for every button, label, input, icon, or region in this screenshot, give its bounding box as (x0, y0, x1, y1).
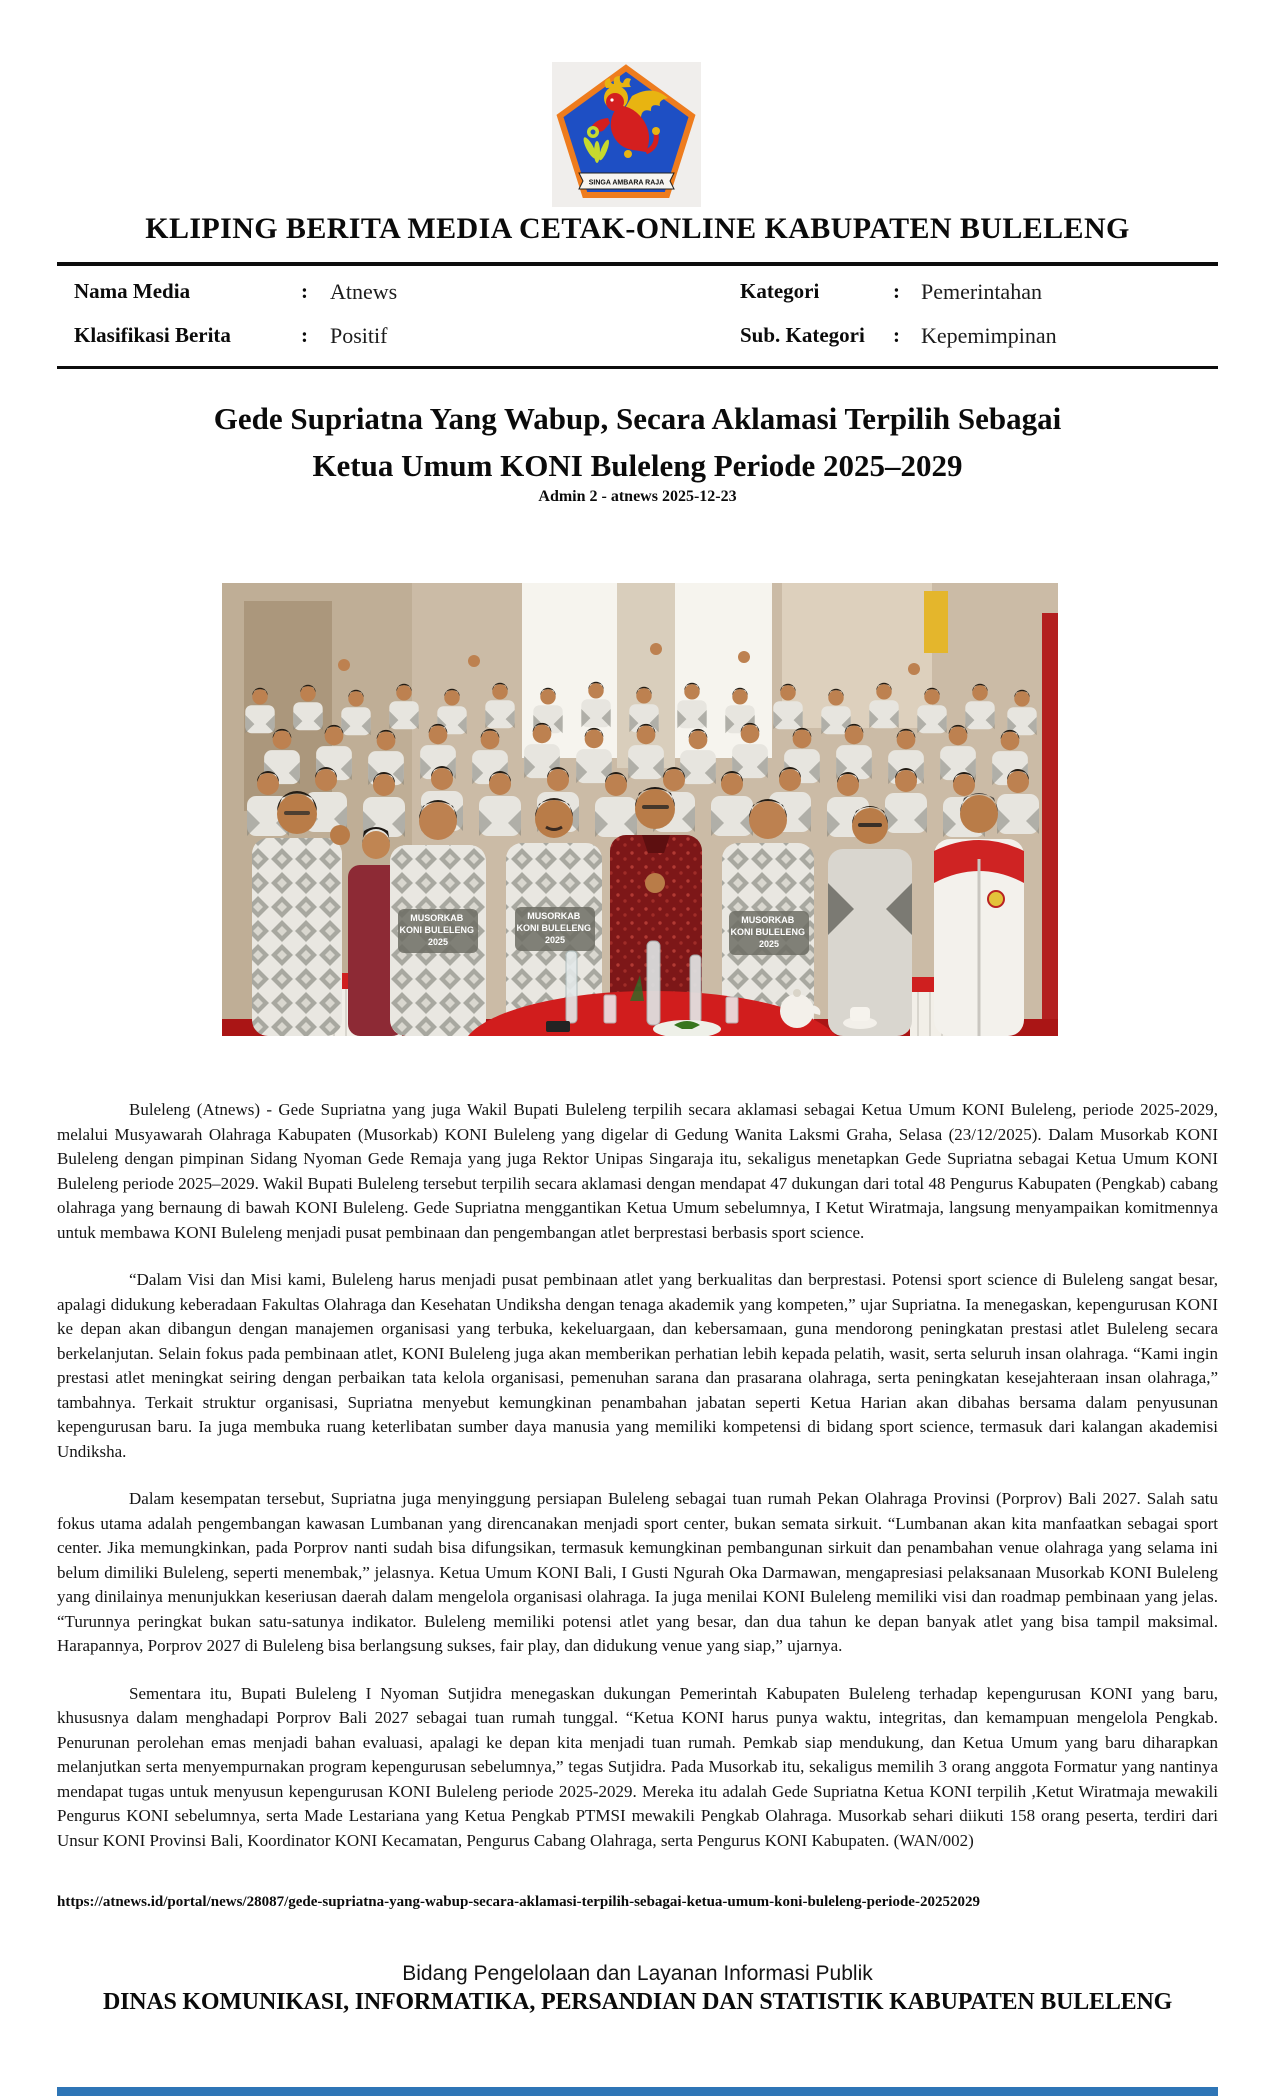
svg-text:MUSORKAB KONI BULE: MUSORKAB KONI BULELENG 2025 (730, 915, 805, 949)
article-byline: Admin 2 - atnews 2025-12-23 (538, 488, 737, 505)
meta-label-klasifikasi: Klasifikasi Berita (74, 323, 231, 347)
meta-row-2 (0, 323, 1275, 357)
article-body (57, 1098, 1218, 1876)
article-title-line2: Ketua Umum KONI Buleleng Periode 2025–2029 (312, 448, 963, 483)
document-title: KLIPING BERITA MEDIA CETAK-ONLINE KABUPATEN BULELENG (145, 212, 1130, 245)
article-paragraph: Buleleng (Atnews) - Gede Supriatna yang juga Wakil Bupati Buleleng terpilih secara aklamasi sebagai Ketua Umum KONI Buleleng, periode 2025-2029, melalui Musyawarah Olahraga Kabupaten (Musorkab) KONI Buleleng yang digelar di Gedung Wanita Laksmi Graha, Selasa (23/12/2025). Dalam Musorkab KONI Buleleng dengan pimpinan Sidang Nyoman Gede Remaja yang juga Rektor Unipas Singaraja itu, sekaligus menetapkan Gede Supriatna sebagai Ketua Umum KONI Buleleng periode 2025–2029. Wakil Bupati Buleleng tersebut terpilih secara aklamasi dengan mendapat 47 dukungan dari total 48 Pengurus Kabupaten (Pengkab) cabang olahraga yang bernaung di bawah KONI Buleleng. Gede Supriatna menggantikan Ketua Umum sebelumnya, I Ketut Wiratmaja, langsung menyampaikan komitmennya untuk membawa KONI Buleleng menjadi pusat pembinaan dan pengembangan atlet berprestasi berbasis sport science. (57, 1100, 1218, 1242)
singa-ambara-raja-emblem-icon (552, 62, 701, 207)
article-paragraph: Sementara itu, Bupati Buleleng I Nyoman Sutjidra menegaskan dukungan Pemerintah Kabupaten Buleleng terhadap kepengurusan KONI yang baru, khususnya dalam menghadapi Porprov Bali 2027 sebagai tuan rumah tunggal. “Ketua KONI harus punya waktu, integritas, dan kemampuan mengelola Pengkab. Penurunan perolehan emas menjadi bahan evaluasi, apalagi ke depan kita menjadi tuan rumah. Pemkab siap mendukung, dan Ketua Umum yang baru diharapkan melanjutkan serta menyempurnakan program kepengurusan sebelumnya,” tegas Sutjidra. Pada Musorkab itu, sekaligus memilih 3 orang anggota Formatur yang nantinya mendapat tugas untuk menyusun kepengurusan KONI Buleleng periode 2025-2029. Mereka itu adalah Gede Supriatna Ketua KONI terpilih ,Ketut Wiratmaja mewakili Pengurus KONI sebelumnya, serta Made Lestariana yang Ketua Pengkab PTMSI mewakili Pengkab Olahraga. Musorkab sehari diikuti 158 orang peserta, terdiri dari Unsur KONI Provinsi Bali, Koordinator KONI Kecamatan, Pengurus Cabang Olahraga, serta Pengurus KONI Kabupaten. (WAN/002) (57, 1683, 1218, 1850)
meta-colon: : (301, 323, 308, 347)
meta-divider (57, 366, 1218, 369)
meta-value-sub-kategori: Kepemimpinan (921, 323, 1057, 348)
header-divider (57, 262, 1218, 266)
meta-colon: : (893, 323, 900, 347)
buleleng-regency-logo (552, 62, 701, 207)
footer-agency-line: DINAS KOMUNIKASI, INFORMATIKA, PERSANDIAN DAN STATISTIK KABUPATEN BULELENG (102, 1989, 1173, 2015)
article-paragraph: Dalam kesempatan tersebut, Supriatna juga menyinggung persiapan Buleleng sebagai tuan rumah Pekan Olahraga Provinsi (Porprov) Bali 2027. Salah satu fokus utama adalah pengembangan kawasan Lumbanan yang direncanakan menjadi sport center, bukan semata sirkuit. “Lumbanan akan kita manfaatkan sebagai sport center. Jika memungkinkan, pada Porprov nanti sudah bisa difungsikan, termasuk kemungkinan pembangunan sirkuit dan penambahan venue olahraga yang selama ini belum dimiliki Buleleng, seperti menembak,” jelasnya. Ketua Umum KONI Bali, I Gusti Ngurah Oka Darmawan, mengapresiasi pelaksanaan Musorkab KONI Buleleng yang dinilainya menunjukkan keseriusan daerah dalam mengelola organisasi olahraga. Ia juga menilai KONI Buleleng memiliki visi dan roadmap pembinaan yang jelas. “Turunnya peringkat bukan satu-satunya indikator. Buleleng memiliki potensi atlet yang besar, dan dua tahun ke depan banyak atlet yang bisa tampil maksimal. Harapannya, Porprov 2027 di Buleleng bisa berlangsung sukses, fair play, dan didukung venue yang siap,” ujarnya. (57, 1489, 1218, 1655)
meta-label-sub-kategori: Sub. Kategori (740, 323, 865, 347)
meta-colon: : (301, 279, 308, 303)
shirt-text (729, 911, 809, 955)
meta-row-1 (0, 279, 1275, 313)
meta-value-klasifikasi: Positif (330, 323, 388, 348)
logo-banner-text: SINGA AMBARA RAJA (588, 179, 665, 187)
footer-division-line: Bidang Pengelolaan dan Layanan Informasi Publik (402, 1962, 873, 1985)
svg-text:MUSORKAB KONI BULE: MUSORKAB KONI BULELENG 2025 (399, 913, 474, 947)
shirt-text (515, 907, 595, 951)
article-title-line1: Gede Supriatna Yang Wabup, Secara Aklamasi Terpilih Sebagai (213, 401, 1062, 436)
meta-value-nama-media: Atnews (330, 279, 398, 304)
shirt-text (398, 909, 478, 953)
meta-label-kategori: Kategori (740, 279, 820, 303)
meta-label-nama-media: Nama Media (74, 279, 191, 303)
meta-colon: : (893, 279, 900, 303)
meta-value-kategori: Pemerintahan (921, 279, 1042, 304)
article-source-url: https://atnews.id/portal/news/28087/gede-supriatna-yang-wabup-secara-aklamasi-terpilih-sebagai-ketua-umum-koni-buleleng-periode-20252029 (57, 1894, 980, 1910)
musorkab-group-photo (222, 583, 1058, 1036)
svg-text:MUSORKAB KONI BULE: MUSORKAB KONI BULELENG 2025 (516, 911, 591, 945)
article-paragraph: “Dalam Visi dan Misi kami, Buleleng harus menjadi pusat pembinaan atlet yang berkualitas dan berprestasi. Potensi sport science di Buleleng sangat besar, apalagi didukung keberadaan Fakultas Olahraga dan Kesehatan Undiksha dengan tenaga akademik yang kompeten,” ujar Supriatna. Ia menegaskan, kepengurusan KONI ke depan akan dibangun dengan manajemen organisasi yang terbuka, kekeluargaan, dan kebersamaan, guna mendorong peningkatan prestasi atlet Buleleng secara berkelanjutan. Selain fokus pada pembinaan atlet, KONI Buleleng juga akan memberikan perhatian lebih kepada pelatih, wasit, serta seluruh insan olahraga. “Kami ingin prestasi atlet meningkat seiring dengan perbaikan tata kelola organisasi, pemenuhan sarana dan prasarana olahraga, serta peningkatan kesejahteraan insan olahraga,” tambahnya. Terkait struktur organisasi, Supriatna menyebut kemungkinan penambahan jabatan seperti Ketua Harian akan dibahas bersama dalam penyusunan kepengurusan baru. Ia juga membuka ruang keterlibatan sumber daya manusia yang memiliki kompetensi di bidang sport science, termasuk dari kalangan akademisi Undiksha. (57, 1270, 1218, 1461)
article-photo (222, 583, 1058, 1036)
footer-accent-bar (57, 2087, 1218, 2096)
